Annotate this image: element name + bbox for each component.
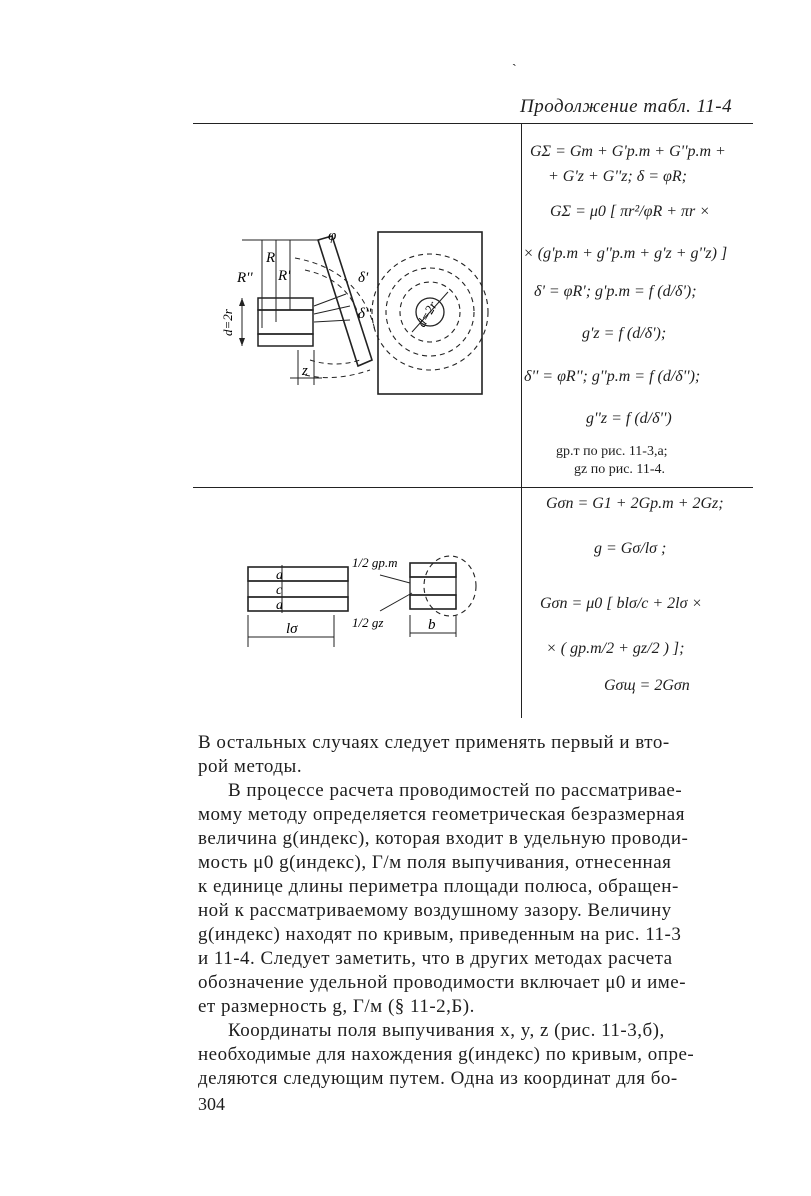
- label-d-circle: d=2r: [413, 298, 441, 330]
- formula-ref-1: gр.т по рис. 11-3,а;: [556, 444, 668, 459]
- label-b: b: [428, 617, 436, 633]
- label-R1: R': [278, 268, 291, 284]
- formula-3: GΣ = μ0 [ πr²/φR + πr ×: [550, 203, 711, 220]
- text-line-13: Координаты поля выпучивания x, y, z (рис. 11-3,б),: [228, 1020, 665, 1041]
- plate-top: [248, 567, 348, 581]
- text-line-2: рой методы.: [198, 756, 303, 777]
- running-header: Продолжение табл. 11-4: [520, 96, 733, 117]
- text-line-11: обозначение удельной проводимости включает μ0 и име-: [198, 972, 687, 993]
- label-half-gpt: 1/2 gр.т: [352, 555, 398, 570]
- text-line-1: В остальных случаях следует применять первый и вто-: [198, 732, 670, 753]
- formula-5: δ' = φR'; g'р.т = f (d/δ');: [534, 283, 697, 300]
- formula-6: g'z = f (d/δ');: [582, 325, 667, 342]
- pole-upper-block: [258, 298, 313, 310]
- figure-stacked-plates: [240, 545, 490, 655]
- formula-r2-3: Gσп = μ0 [ blσ/c + 2lσ ×: [540, 595, 703, 612]
- label-l-sigma: lσ: [286, 621, 298, 637]
- label-delta2: δ'': [358, 306, 372, 322]
- formula-r2-2: g = Gσ/lσ ;: [594, 540, 667, 557]
- label-half-gz: 1/2 gz: [352, 615, 384, 630]
- corner-mark: ˏ: [512, 52, 517, 67]
- page-number: 304: [198, 1094, 225, 1114]
- label-z: z: [302, 363, 308, 379]
- text-line-14: необходимые для нахождения g(индекс) по кривым, опре-: [198, 1044, 695, 1065]
- formula-r2-4: × ( gр.т/2 + gz/2 ) ];: [546, 640, 685, 657]
- pole-lower-block: [258, 334, 313, 346]
- text-line-5: величина g(индекс), которая входит в удельную проводи-: [198, 828, 689, 849]
- label-c: c: [276, 583, 283, 598]
- formula-ref-2: gz по рис. 11-4.: [574, 462, 666, 477]
- label-delta1: δ': [358, 270, 369, 286]
- text-line-6: мость μ0 g(индекс), Г/м поля выпучивания, отнесенная: [198, 852, 672, 873]
- side-plate-bottom: [410, 595, 456, 609]
- text-line-9: g(индекс) находят по кривым, приведенным на рис. 11-3: [198, 924, 682, 945]
- table-middle-rule: [193, 487, 753, 488]
- text-line-4: мому методу определяется геометрическая безразмерная: [198, 804, 685, 825]
- table-top-rule: [193, 123, 753, 124]
- formula-1: GΣ = Gт + G'р.т + G''р.т +: [530, 143, 726, 160]
- label-phi: φ: [328, 228, 337, 244]
- label-R: R: [266, 250, 276, 266]
- plate-bottom: [248, 597, 348, 611]
- plate-gap: [248, 581, 348, 597]
- text-line-15: деляются следующим путем. Одна из координат для бо-: [198, 1068, 678, 1089]
- pole-middle-block: [258, 310, 313, 334]
- text-line-7: к единице длины периметра площади полюса, обращен-: [198, 876, 679, 897]
- side-plate-gap: [410, 577, 456, 595]
- text-line-3: В процессе расчета проводимостей по рассматривае-: [228, 780, 683, 801]
- text-line-8: ной к рассматриваемому воздушному зазору. Величину: [198, 900, 672, 921]
- formula-7: δ'' = φR''; g''р.т = f (d/δ'');: [524, 368, 701, 385]
- label-R2: R'': [237, 270, 253, 286]
- formula-8: g''z = f (d/δ''): [586, 410, 672, 427]
- text-line-12: ет размерность g, Г/м (§ 11-2,Б).: [198, 996, 475, 1017]
- formula-2: + G'z + G''z; δ = φR;: [548, 168, 687, 185]
- label-d-side: d=2r: [220, 309, 235, 336]
- formula-4: × (g'р.т + g''р.т + g'z + g''z) ]: [523, 245, 728, 262]
- label-a-bottom: a: [276, 598, 283, 613]
- formula-r2-5: Gσщ = 2Gσп: [604, 677, 690, 694]
- table-column-divider: [521, 123, 522, 718]
- figure-tilted-armature: [210, 210, 510, 400]
- label-a-top: a: [276, 568, 283, 583]
- text-line-10: и 11-4. Следует заметить, что в других методах расчета: [198, 948, 673, 969]
- formula-r2-1: Gσп = G1 + 2Gр.т + 2Gz;: [546, 495, 724, 512]
- side-plate-top: [410, 563, 456, 577]
